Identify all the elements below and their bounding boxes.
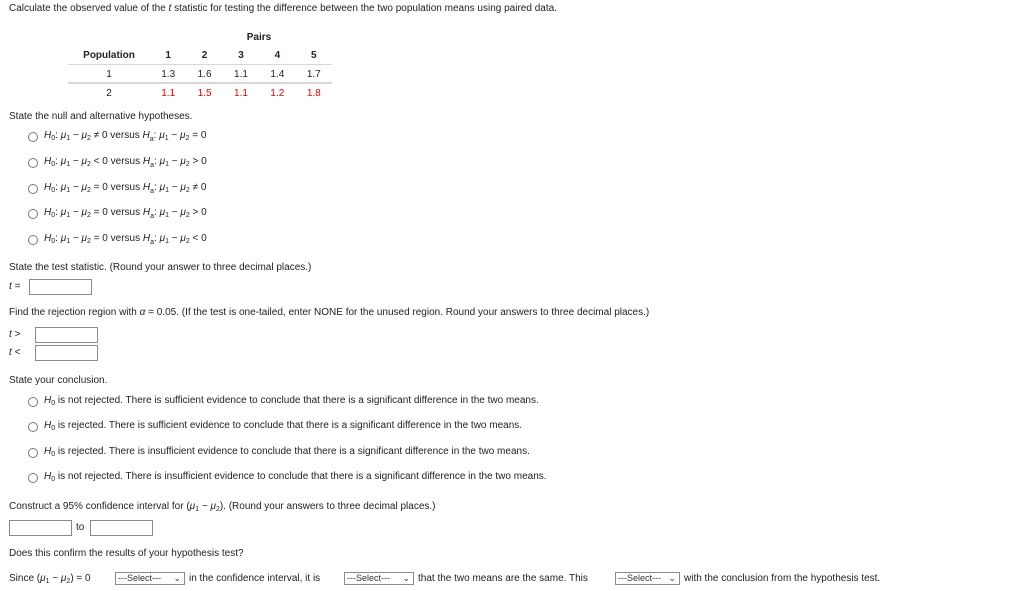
table-cell: 1.2 [270, 87, 285, 99]
conclusion-option-label: $H_0$ is not rejected. There is insufficient evidence to conclude that there is a significant difference in the two means. [44, 471, 547, 483]
hypothesis-radio[interactable] [28, 158, 38, 168]
hypothesis-radio[interactable] [28, 235, 38, 245]
table-row: 2 1.1 1.5 1.1 1.2 1.8 [68, 84, 332, 103]
since-text: Since $(\mu_1 - \mu_2) = 0$ [9, 573, 91, 585]
pair-number: 4 [259, 46, 295, 65]
hypothesis-option-label: $H_0$: $\mu_1 - \mu_2 < 0$ versus $H_a$: $\mu_1 - \mu_2 > 0$ [44, 156, 207, 169]
hypothesis-option-label: $H_0$: $\mu_1 - \mu_2 = 0$ versus $H_a$: $\mu_1 - \mu_2 < 0$ [44, 233, 207, 246]
question-intro: Calculate the observed value of the t statistic for testing the difference between the two population means using paired data. [9, 3, 557, 14]
agrees-select[interactable]: ---Select--- ⌄ [615, 572, 680, 585]
population-header: Population [68, 46, 150, 65]
conclusion-radio[interactable] [28, 473, 38, 483]
conclusion-radio[interactable] [28, 422, 38, 432]
table-cell: 1.3 [161, 68, 176, 80]
table-row: 1 1.3 1.6 1.1 1.4 1.7 [68, 65, 332, 84]
contained-select[interactable]: ---Select--- ⌄ [115, 572, 185, 585]
conclusion-option-label: $H_0$ is rejected. There is insufficient evidence to conclude that there is a significant difference in the two means. [44, 446, 530, 458]
table-cell: 1.6 [197, 68, 212, 80]
hypothesis-option-label: $H_0$: $\mu_1 - \mu_2 \ne 0$ versus $H_a$: $\mu_1 - \mu_2 = 0$ [44, 130, 207, 143]
t-greater-label: t > [9, 329, 21, 340]
ci-upper-input[interactable] [90, 520, 153, 536]
table-cell: 1.4 [270, 68, 285, 80]
pair-number: 2 [186, 46, 222, 65]
paired-data-table [68, 28, 332, 102]
pair-number: 3 [223, 46, 259, 65]
t-less-label: t < [9, 347, 21, 358]
ci-lower-input[interactable] [9, 520, 72, 536]
hypothesis-radio[interactable] [28, 209, 38, 219]
plausible-select[interactable]: ---Select--- ⌄ [344, 572, 414, 585]
chevron-down-icon: ⌄ [173, 573, 181, 583]
pairs-header: Pairs [246, 31, 272, 43]
confirm-prompt: Does this confirm the results of your hypothesis test? [9, 548, 244, 559]
hypothesis-option-label: $H_0$: $\mu_1 - \mu_2 = 0$ versus $H_a$: $\mu_1 - \mu_2 \ne 0$ [44, 182, 207, 195]
rejection-prompt: Find the rejection region with α = 0.05. (If the test is one-tailed, enter NONE for the unused region. Round your answers to three decimal places.) [9, 307, 650, 318]
table-cell: 1.5 [197, 87, 212, 99]
rejection-lower-input[interactable] [35, 345, 98, 361]
hypothesis-radio[interactable] [28, 132, 38, 142]
confirm-tail: with the conclusion from the hypothesis test. [684, 573, 881, 584]
table-divider [68, 64, 332, 65]
table-cell: 1.1 [234, 68, 248, 80]
confirm-mid1: in the confidence interval, it is [189, 573, 321, 584]
conclusion-option-label: $H_0$ is not rejected. There is sufficient evidence to conclude that there is a significant difference in the two means. [44, 395, 539, 407]
table-cell: 1.1 [161, 87, 176, 99]
test-statistic-prompt: State the test statistic. (Round your answer to three decimal places.) [9, 262, 312, 273]
hypotheses-prompt: State the null and alternative hypotheses. [9, 111, 193, 122]
pair-number: 1 [150, 46, 186, 65]
table-cell: 1.8 [306, 87, 321, 99]
rejection-upper-input[interactable] [35, 327, 98, 343]
confirm-mid2: that the two means are the same. This [418, 573, 588, 584]
chevron-down-icon: ⌄ [668, 573, 676, 583]
conclusion-radio[interactable] [28, 397, 38, 407]
t-equals-label: t = [9, 281, 21, 292]
conclusion-option-label: $H_0$ is rejected. There is sufficient evidence to conclude that there is a significant difference in the two means. [44, 420, 523, 432]
hypothesis-radio[interactable] [28, 184, 38, 194]
table-divider [68, 82, 332, 83]
conclusion-prompt: State your conclusion. [9, 375, 108, 386]
ci-to-label: to [76, 522, 85, 533]
conclusion-radio[interactable] [28, 448, 38, 458]
table-cell: 1.7 [306, 68, 321, 80]
chevron-down-icon: ⌄ [402, 573, 410, 583]
confidence-prompt: Construct a 95% confidence interval for $(\mu_1 - \mu_2)$. (Round your answers to three decimal places.) [9, 501, 436, 513]
table-cell: 1.1 [234, 87, 248, 99]
t-statistic-input[interactable] [29, 279, 92, 295]
hypothesis-option-label: $H_0$: $\mu_1 - \mu_2 = 0$ versus $H_a$: $\mu_1 - \mu_2 > 0$ [44, 207, 207, 220]
pair-number: 5 [296, 46, 332, 65]
